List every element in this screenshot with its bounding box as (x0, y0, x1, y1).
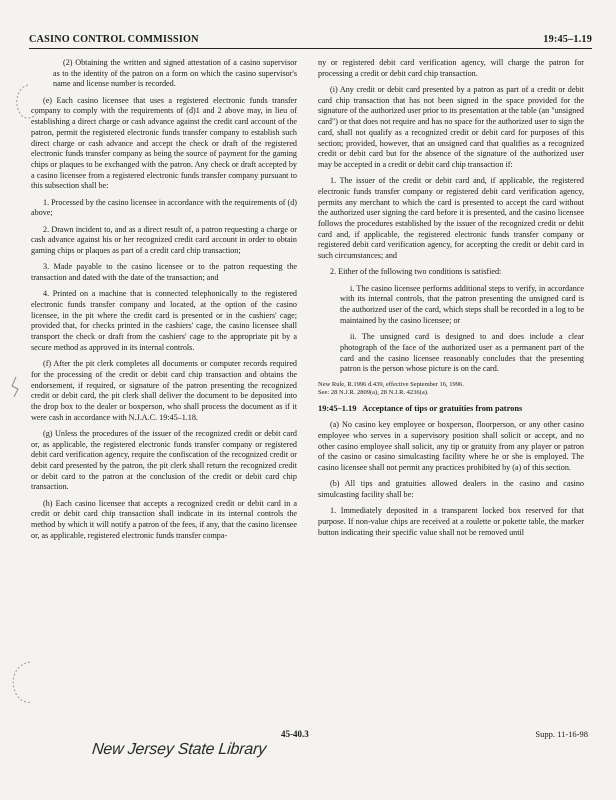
paragraph-i: (i) Any credit or debit card presented by a patron as part of a credit or debit card chip transaction that has not been signed in the space provided for the signature of the authorized user prior to its presentation at the table (an "unsigned card") or that does not require and has no space for the authorized user to sign the card, shall not qualify as a recognized credit or debit card for purposes of this section; provided, however, that an unsigned card that qualifies as a recognized credit or debit card but for the absence of the signature of the authorized user may be accepted in a credit or debit card chip transaction if: (318, 85, 584, 169)
hole-punch-mark-bottom (6, 658, 38, 708)
paragraph-i2-i: i. The casino licensee performs additional steps to verify, in accordance with its internal controls, that the patron presenting the unsigned card is the authorized user of the card, which steps shall be recorded in a log to be maintained by the casino licensee; or (340, 283, 584, 325)
paragraph-i1: 1. The issuer of the credit or debit card and, if applicable, the registered electronic funds transfer company or registered debit card verification agency, permits any merchant to which the card is presented to accept the card without the authorized user signing the card before it is presented, and the casino licensee follows the procedures established by the issuer of the recognized credit or debit card and, if applicable, the registered electronic funds transfer company or registered debit card verification agency, for accepting the credit or debit card in such circumstances; and (318, 176, 584, 261)
paragraph-h-continued: ny or registered debit card verification agency, will charge the patron for processing a credit or debit card chip transaction. (318, 58, 584, 78)
paragraph-h: (h) Each casino licensee that accepts a recognized credit or debit card in a credit or debit card chip transaction shall indicate in its internal controls the method by which it will notify a patron of the fees, if any, that the casino licensee or, as applicable, registered electronic funds transfer compa- (31, 498, 297, 540)
paragraph-e3: 3. Made payable to the casino licensee or to the patron requesting the transaction and dated with the date of the transaction; and (31, 262, 297, 283)
paragraph-b1: 1. Immediately deposited in a transparent locked box reserved for that purpose. If non-value chips are received at a roulette or pokette table, the marker button indicating their specific value shall not be removed until (318, 506, 584, 537)
paragraph-e: (e) Each casino licensee that uses a registered electronic funds transfer company to comply with the requirements of (d)1 and 2 above may, in lieu of establishing a direct charge or cash advance against the credit card account of the patron, permit the registered electronic funds transfer company to establish such direct charge or cash advance and accept the check or draft of the registered electronic funds transfer company as being the source of payment for the gaming chips or plaques to be exchanged with the patron. Any check or draft accepted by a casino licensee from a registered electronic funds transfer company pursuant to this subsection shall be: (31, 95, 297, 191)
supplement-date: Supp. 11-16-98 (535, 729, 588, 739)
history-note (318, 381, 584, 397)
right-column (318, 58, 584, 544)
page-number: 45-40.3 (281, 729, 309, 739)
history-note-see: See: 28 N.J.R. 2809(a), 28 N.J.R. 4236(a). (318, 388, 429, 396)
hole-punch-mark-middle (2, 374, 28, 400)
paragraph-e1: 1. Processed by the casino licensee in accordance with the requirements of (d) above; (31, 197, 297, 218)
header-section-number: 19:45–1.19 (543, 34, 592, 45)
paragraph-a: (a) No casino key employee or boxperson, floorperson, or any other casino employee who serves in a supervisory position shall solicit or accept, and no other casino employee shall solicit, any tip or gratuity from any player or patron of the casino or casino simulcasting facility where he or she is employed. The casino licensee shall not permit any practices prohibited by (a) of this section. (318, 420, 584, 473)
history-note-rule: New Rule, R.1996 d.439, effective September 16, 1996. (318, 380, 464, 388)
left-column (31, 58, 297, 547)
running-header (29, 34, 592, 49)
section-title: Acceptance of tips or gratuities from patrons (362, 403, 523, 413)
paragraph-i2: 2. Either of the following two conditions is satisfied: (330, 267, 502, 277)
paragraph-e2: 2. Drawn incident to, and as a direct result of, a patron requesting a charge or cash advance against his or her recognized credit card account in order to obtain gaming chips or plaques as part of a credit card chip transaction; (31, 224, 297, 256)
paragraph-d2: (2) Obtaining the written and signed attestation of a casino supervisor as to the identity of the patron on a form on which the casino supervisor's name and license number is recorded. (53, 58, 297, 89)
paragraph-i2-ii: ii. The unsigned card is designed to and does include a clear photograph of the face of the authorized user as a permanent part of the card and the casino licensee reasonably concludes that the presenting patron is the person whose picture is on the card. (340, 332, 584, 374)
section-heading (318, 404, 584, 415)
paragraph-b: (b) All tips and gratuities allowed dealers in the casino and casino simulcasting facility shall be: (318, 479, 584, 500)
library-stamp: New Jersey State Library (91, 741, 267, 758)
paragraph-g: (g) Unless the procedures of the issuer of the recognized credit or debit card or, as applicable, the registered electronic funds transfer company or registered debit card verification agency, require the confiscation of the recognized credit or debit card presented by the patron, the pit clerk shall return the recognized credit or debit card to the patron at the conclusion of the credit or debit card chip transaction. (31, 428, 297, 492)
paragraph-f: (f) After the pit clerk completes all documents or computer records required for the processing of the credit or debit card chip transaction and obtains the endorsement, if required, or signature of the patron presenting the recognized credit or debit card, the pit clerk shall deliver the document to be deposited into the drop box to the dealer or boxperson, who shall process the document as if it were cash in accordance with N.J.A.C. 19:45–1.18. (31, 359, 297, 422)
hole-punch-mark-top (8, 82, 42, 122)
section-number: 19:45–1.19 (318, 403, 357, 413)
header-agency: CASINO CONTROL COMMISSION (29, 34, 199, 45)
paragraph-e4: 4. Printed on a machine that is connected telephonically to the registered electronic funds transfer company and located, at the option of the casino licensee, in the pit where the credit card is presented or in the cashiers' cage; provided that, for checks printed in the cashiers' cage, the casino licensee shall transport the check or draft from the cashiers' cage to the appropriate pit by a secure method as approved in its internal controls. (31, 289, 297, 352)
